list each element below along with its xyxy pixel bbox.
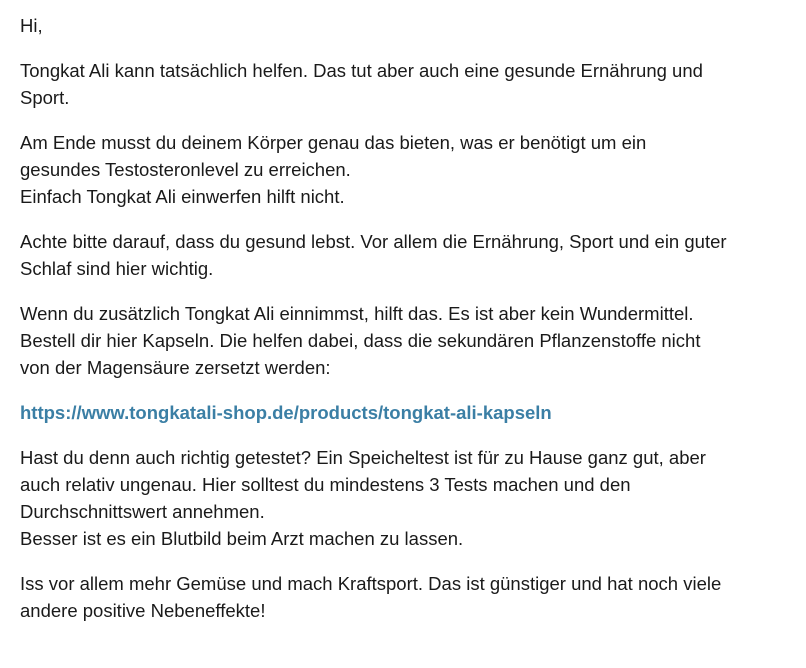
paragraph-line: Besser ist es ein Blutbild beim Arzt machen zu lassen.	[20, 528, 464, 549]
paragraph-line: Sport.	[20, 87, 70, 108]
paragraph-line: auch relativ ungenau. Hier solltest du mindestens 3 Tests machen und den	[20, 474, 631, 495]
greeting	[20, 12, 786, 39]
paragraph-2	[20, 129, 786, 210]
link-paragraph	[20, 399, 786, 426]
greeting-text: Hi,	[20, 15, 43, 36]
paragraph-line: Einfach Tongkat Ali einwerfen hilft nicht.	[20, 186, 345, 207]
paragraph-line: Wenn du zusätzlich Tongkat Ali einnimmst, hilft das. Es ist aber kein Wundermittel.	[20, 303, 694, 324]
paragraph-line: Am Ende musst du deinem Körper genau das bieten, was er benötigt um ein	[20, 132, 647, 153]
paragraph-3	[20, 228, 786, 282]
paragraph-6	[20, 570, 786, 624]
paragraph-line: von der Magensäure zersetzt werden:	[20, 357, 331, 378]
paragraph-line: Hast du denn auch richtig getestet? Ein Speicheltest ist für zu Hause ganz gut, aber	[20, 447, 706, 468]
paragraph-line: Tongkat Ali kann tatsächlich helfen. Das tut aber auch eine gesunde Ernährung und	[20, 60, 703, 81]
paragraph-line: Durchschnittswert annehmen.	[20, 501, 265, 522]
paragraph-5	[20, 444, 786, 552]
product-link[interactable]: https://www.tongkatali-shop.de/products/tongkat-ali-kapseln	[20, 402, 552, 423]
paragraph-4	[20, 300, 786, 381]
paragraph-line: andere positive Nebeneffekte!	[20, 600, 266, 621]
paragraph-line: Schlaf sind hier wichtig.	[20, 258, 214, 279]
paragraph-1	[20, 57, 786, 111]
paragraph-line: Iss vor allem mehr Gemüse und mach Kraftsport. Das ist günstiger und hat noch viele	[20, 573, 722, 594]
paragraph-line: gesundes Testosteronlevel zu erreichen.	[20, 159, 351, 180]
paragraph-line: Achte bitte darauf, dass du gesund lebst. Vor allem die Ernährung, Sport und ein guter	[20, 231, 727, 252]
paragraph-line: Bestell dir hier Kapseln. Die helfen dabei, dass die sekundären Pflanzenstoffe nicht	[20, 330, 701, 351]
